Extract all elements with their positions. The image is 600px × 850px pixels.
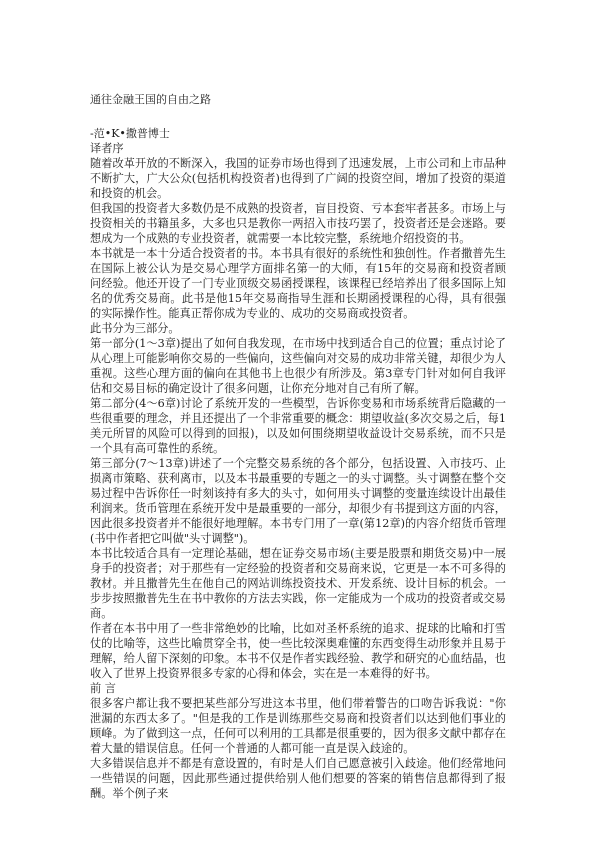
paragraph: 本书比较适合具有一定理论基础，想在证券交易市场(主要是股票和期货交易)中一展身手的投资者；对于那些有一定经验的投资者和交易商来说，它更是一本不可多得的教材。并且撒普先生在他自己的网站训练投资技术、开发系统、设计目标的机会。一步步按照撒普先生在书中教你的方法去实践，你一定能成为一个成功的投资者或交易商。 [90,547,506,620]
paragraph: 作者在本书中用了一些非常绝妙的比喻，比如对圣杯系统的追求、捉球的比喻和打雪仗的比喻等，这些比喻贯穿全书，使一些比较深奥难懂的东西变得生动形象并且易于理解，给人留下深刻的印象。本书不仅是作者实践经验、教学和研究的心血结晶，也收入了世界上投资界很多专家的心得和体会，实在是一本难得的好书。 [90,622,506,680]
paragraph: 第一部分(1～3章)提出了如何自我发现，在市场中找到适合自己的位置；重点讨论了从心理上可能影响你交易的一些偏向，这些偏向对交易的成功非常关键，却很少为人重视。这些心理方面的偏向在其他书上也很少有所涉及。第3章专门针对如何自我评估和交易目标的确定设计了很多问题，让你充分地对自己有所了解。 [90,337,506,395]
author-line: -范•K•撒普博士 [90,127,170,140]
paragraph: 第三部分(7～13章)讲述了一个完整交易系统的各个部分，包括设置、入市技巧、止损离市策略、获利离市，以及本书最重要的专题之一的头寸调整。头寸调整在整个交易过程中告诉你任一时刻该持有多大的头寸，如何用头寸调整的变量连续设计出最佳利润来。货币管理在系统开发中是最重要的一部分，却很少有书提到这方面的内容，因此很多投资者并不能很好地理解。本书专门用了一章(第12章)的内容介绍货币管理(书中作者把它叫做"头寸调整")。 [90,457,506,545]
paragraph: 很多客户都让我不要把某些部分写进这本书里，他们带着警告的口吻告诉我说："你泄漏的东西太多了。"但是我的工作是训练那些交易商和投资者们以达到他们事业的顾峰。为了做到这一点，任何可以利用的工具都是很重要的，因为很多文献中都存在着大量的错误信息。任何一个普通的人都可能一直是误入歧途的。 [90,697,506,755]
paragraph: 此书分为三部分。 [90,322,180,335]
document-body [90,141,506,801]
document-title: 通往金融王国的自由之路 [90,93,211,106]
paragraph: 第二部分(4～6章)讨论了系统开发的一些模型，告诉你变易和市场系统背后隐藏的一些很重要的理念，并且还提出了一个非常重要的概念：期望收益(多次交易之后，每1美元所冒的风险可以得到的回报)，以及如何围绕期望收益设计交易系统，而不只是一个具有高可靠性的系统。 [90,397,506,455]
paragraph: 但我国的投资者大多数仍是不成熟的投资者，盲目投资、亏本套牢者甚多。市场上与投资相关的书籍虽多，大多也只是教你一两招入市技巧罢了，投资者还是会迷路。要想成为一个成熟的专业投资者，就需要一本比较完整，系统地介绍投资的书。 [90,202,506,245]
foreword-heading: 前 言 [90,682,116,695]
paragraph: 随着改革开放的不断深入，我国的证券市场也得到了迅速发展，上市公司和上市品种不断扩大，广大公众(包括机构投资者)也得到了广阔的投资空间，增加了投资的渠道和投资的机会。 [90,157,506,200]
translator-preface-heading: 译者序 [90,142,124,155]
paragraph: 大多错误信息并不都是有意设置的，有时是人们自己愿意被引入歧途。他们经常地问一些错误的问题，因此那些通过提供给别人他们想要的答案的销售信息都得到了报酬。举个例子来 [90,757,506,800]
paragraph: 本书就是一本十分适合投资者的书。本书具有很好的系统性和独创性。作者撒普先生在国际上被公认为是交易心理学方面排名第一的大师，有15年的交易商和投资者顾问经验。他还开设了一门专业顶级交易函授课程，该课程已经培养出了很多国际上知名的优秀交易商。此书是他15年交易商指导生涯和长期函授课程的心得，具有很强的实际操作性。能真正帮你成为专业的、成功的交易商或投资者。 [90,247,506,320]
